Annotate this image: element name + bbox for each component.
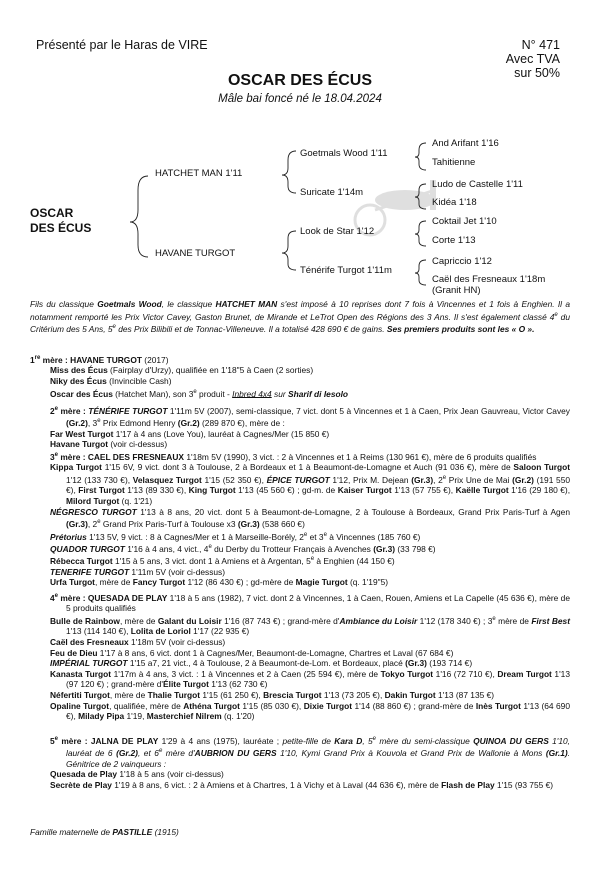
sire-sire: Goetmals Wood 1'11 [300,148,388,159]
gg-2: Tahitienne [432,157,476,168]
fifth-dam-produce [30,769,570,790]
gg-1: And Arifant 1'16 [432,138,499,149]
produce-line: IMPÉRIAL TURGOT 1'15 a7, 21 vict., 4 à Toulouse, 2 à Beaumont-de-Lom. et Bordeaux, placé (Gr.3) (193 714 €) [50,658,473,669]
produce-line: Prétorius 1'13 5V, 9 vict. : 8 à Cagnes/Mer et 1 à Marseille-Borély, 2e et 3e à Vincennes (185 760 €) [50,531,421,542]
gg-5: Coktail Jet 1'10 [432,216,497,227]
produce-line: NÉGRESCO TURGOT 1'13 à 8 ans, 20 vict. dont 5 à Beaumont-de-Lomagne, 2 à Toulouse à Bordeaux, Grand Prix Paris-Turf à Agen (Gr.3), 2e Grand Prix Paris-Turf à Toulouse x3 (Gr.3) (538 660 €) [50,506,570,529]
gg-3: Ludo de Castelle 1'11 [432,179,523,190]
produce-line: Urfa Turgot, mère de Fancy Turgot 1'12 (86 430 €) ; gd-mère de Magie Turgot (q. 1'19"5) [50,577,389,588]
gg-4: Kidéa 1'18 [432,197,477,208]
produce-line: Kippa Turgot 1'15 6V, 9 vict. dont 3 à Toulouse, 2 à Bordeaux et 1 à Beaumont-de-Lomagne et Auch (91 036 €), mère de Saloon Turgot 1'12 (133 730 €), Velasquez Turgot 1'15 (52 350 €), ÉPICE TURGOT 1'12, Prix M. Dejean (Gr.3), 2e Prix Une de Mai (Gr.2) (191 550 €), First Turgot 1'13 (89 330 €), King Turgot 1'13 (45 560 €) ; gd-m. de Kaiser Turgot 1'13 (57 755 €), Kaëlle Turgot 1'16 (29 180 €), Milord Turgot (q. 1'21) [50,462,571,506]
sire-dam: Suricate 1'14m [300,187,364,198]
page-subtitle: Mâle bai foncé né le 18.04.2024 [218,93,382,105]
produce-line: Kanasta Turgot 1'17m à 4 ans, 3 vict. : 1 à Vincennes et 2 à Caen (25 594 €), mère de Tokyo Turgot 1'16 (72 710 €), Dream Turgot 1'13 (97 120 €) ; grand-mère d'Élite Turgot 1'13 (62 730 €) [50,668,570,690]
dam-dam: Ténérife Turgot 1'11m [300,265,392,276]
produce-line: QUADOR TURGOT 1'16 à 4 ans, 4 vict., 4e du Derby du Trotteur Français à Avenches (Gr.3) (33 798 €) [50,543,436,554]
gg-8: Caël des Fresneaux 1'18m [432,274,546,285]
maternal-family-note: Famille maternelle de PASTILLE (1915) [30,827,179,837]
fourth-dam-section: 4e mère : QUESADA DE PLAY 1'18 à 5 ans (1982), 7 vict. dont 2 à Vincennes, 1 à Caen, Rouen, Amiens et La Capelle (45 636 €), mère de 5 produits qualifiés Bulle de Rainbow, mère de Galant du Loisir 1'16 (87 743 €) ; grand-mère d'Ambiance du Loisir 1'12 (178 340 €) ; 3e mère de First Best 1'13 (114 140 €), Lolita de Loriol 1'17 (22 935 €) Caël des Fresneaux 1'18m 5V (voir ci-dessus) Feu de Dieu 1'17 à 8 ans, 6 vict. dont 1 à Cagnes/Mer, Beaumont-de-Lomagne, Chartres et Laval (67 684 €) IMPÉRIAL TURGOT 1'15 a7, 21 vict., 4 à Toulouse, 2 à Beaumont-de-Lom. et Bordeaux, placé (Gr.3) (193 714 €) Kanasta Turgot 1'17m à 4 ans, 3 vict. : 1 à Vincennes et 2 à Caen (25 594 €), mère de Tokyo Turgot 1'16 (72 710 €), Dream Turgot 1'13 (97 120 €) ; grand-mère d'Élite Turgot 1'13 (62 730 €) Néfertiti Turgot, mère de Thalie Turgot 1'15 (61 250 €), Brescia Turgot 1'13 (73 205 €), Dakin Turgot 1'13 (87 135 €) Opaline Turgot, qualifiée, mère de Athéna Turgot 1'15 (85 030 €), Dixie Turgot 1'14 (88 860 €) ; grand-mère de Inès Turgot 1'13 (64 690 €), Milady Pipa 1'19, Masterchief Nilrem (q. 1'20) [30,591,570,722]
tva-note: Avec TVA [505,52,560,66]
sire-description: Fils du classique Goetmals Wood, le classique HATCHET MAN s'est imposé à 10 reprises dont 7 fois à Vincennes et 1 fois à Enghien. Il a notamment remporté les Prix Victor Cavey, Gaston Brunet, de Mirande et LeTrot Open des Régions des 3 Ans. Il s'est également classé 4e du Critérium des 5 Ans, 5e des Prix Bilibili et de Tonnac-Villeneuve. Il a totalisé 428 690 € de gains. Ses premiers produits sont les « O ». [30,299,571,334]
presenter-line: Présenté par le Haras de VIRE [36,38,208,52]
produce-line: Néfertiti Turgot, mère de Thalie Turgot 1'15 (61 250 €), Brescia Turgot 1'13 (73 205 €), Dakin Turgot 1'13 (87 135 €) [50,689,495,700]
horse-name [30,206,91,236]
fifth-dam-section: 5e mère : JALNA DE PLAY 1'29 à 4 ans (1975), lauréate ; petite-fille de Kara D, 5e mère du semi-classique QUINOA DU GERS 1'10, lauréat de 6 (Gr.2), et 6e mère d'AUBRION DU GERS 1'10, Kymi Grand Prix à Kouvola et Grand Prix de Wallonie à Mons (Gr.1). Génitrice de 2 vainqueurs : Quesada de Play 1'18 à 5 ans (voir ci-dessus) Secrète de Play 1'19 à 8 ans, 6 vict. : 2 à Amiens et à Chartres, 1 à Vichy et à Laval (44 636 €), mère de Flash de Play 1'15 (93 755 €) [30,734,570,791]
horse-name-line1: OSCAR [30,206,74,220]
second-dam-section: 2e mère : TÉNÉRIFE TURGOT 1'11m 5V (2007), semi-classique, 7 vict. dont 5 à Vincennes et 1 à Caen, Prix Jean Gauvreau, Victor Cavey (Gr.2), 3e Prix Edmond Henry (Gr.2) (289 870 €), mère de : Far West Turgot 1'17 à 4 ans (Love You), lauréat à Cagnes/Mer (15 850 €) Havane Turgot (voir ci-dessus) [50,405,570,450]
produce-line: TENERIFE TURGOT 1'11m 5V (voir ci-dessus) [50,566,226,577]
produce-line: Quesada de Play 1'18 à 5 ans (voir ci-dessus) [50,769,224,780]
first-dam-section: 1re mère : HAVANE TURGOT (2017) Miss des Écus (Fairplay d'Urzy), qualifiée en 1'18"5 à Caen (2 sorties) Niky des Écus (Invincible Cash) Oscar des Écus (Hatchet Man), son 3e produit - Inbred 4x4 sur Sharif di Iesolo [30,354,349,399]
dam: HAVANE TURGOT [155,248,236,259]
produce-line: Bulle de Rainbow, mère de Galant du Loisir 1'16 (87 743 €) ; grand-mère d'Ambiance du Loisir 1'12 (178 340 €) ; 3e mère de First Best 1'13 (114 140 €), Lolita de Loriol 1'17 (22 935 €) [50,615,571,637]
produce-line: Rébecca Turgot 1'15 à 5 ans, 3 vict. dont 1 à Amiens et à Argentan, 5e à Enghien (44 150 €) [50,556,395,567]
page-title: OSCAR DES ÉCUS [227,72,373,89]
produce-line: Feu de Dieu 1'17 à 8 ans, 6 vict. dont 1 à Cagnes/Mer, Beaumont-de-Lomagne, Chartres et Laval (67 684 €) [50,647,454,658]
horse-name-line2: DES ÉCUS [30,221,92,235]
third-dam-section: 3e mère : CAEL DES FRESNEAUX 1'18m 5V (1990), 3 vict. : 2 à Vincennes et 1 à Reims (130 961 €), mère de 6 produits qualifiés Kippa Turgot 1'15 6V, 9 vict. dont 3 à Toulouse, 2 à Bordeaux et 1 à Beaumont-de-Lomagne et Auch (91 036 €), mère de Saloon Turgot 1'12 (133 730 €), Velasquez Turgot 1'15 (52 350 €), ÉPICE TURGOT 1'12, Prix M. Dejean (Gr.3), 2e Prix Une de Mai (Gr.2) (191 550 €), First Turgot 1'13 (89 330 €), King Turgot 1'13 (45 560 €) ; gd-m. de Kaiser Turgot 1'13 (57 755 €), Kaëlle Turgot 1'16 (29 180 €), Milord Turgot (q. 1'21) NÉGRESCO TURGOT 1'13 à 8 ans, 20 vict. dont 5 à Beaumont-de-Lomagne, 2 à Toulouse à Bordeaux, Grand Prix Paris-Turf à Agen (Gr.3), 2e Grand Prix Paris-Turf à Toulouse x3 (Gr.3) (538 660 €) Prétorius 1'13 5V, 9 vict. : 8 à Cagnes/Mer et 1 à Marseille-Borély, 2e et 3e à Vincennes (185 760 €) QUADOR TURGOT 1'16 à 4 ans, 4 vict., 4e du Derby du Trotteur Français à Avenches (Gr.3) (33 798 €) Rébecca Turgot 1'15 à 5 ans, 3 vict. dont 1 à Amiens et à Argentan, 5e à Enghien (44 150 €) TENERIFE TURGOT 1'11m 5V (voir ci-dessus) Urfa Turgot, mère de Fancy Turgot 1'12 (86 430 €) ; gd-mère de Magie Turgot (q. 1'19"5) [30,450,570,588]
reserve-note: sur 50% [514,66,560,80]
lot-number: N° 471 [521,38,560,52]
fourth-dam-produce [30,614,570,722]
sire: HATCHET MAN 1'11 [155,168,243,179]
gg-9: (Granit HN) [432,285,481,296]
produce-line: Opaline Turgot, qualifiée, mère de Athéna Turgot 1'15 (85 030 €), Dixie Turgot 1'14 (88 860 €) ; grand-mère de Inès Turgot 1'13 (64 690 €), Milady Pipa 1'19, Masterchief Nilrem (q. 1'20) [50,700,570,722]
produce-line: Secrète de Play 1'19 à 8 ans, 6 vict. : 2 à Amiens et à Chartres, 1 à Vichy et à Laval (44 636 €), mère de Flash de Play 1'15 (93 755 €) [50,779,554,790]
dam-sire: Look de Star 1'12 [300,226,375,237]
produce-line: Caël des Fresneaux 1'18m 5V (voir ci-dessus) [50,636,226,647]
gg-7: Capriccio 1'12 [432,256,492,267]
gg-6: Corte 1'13 [432,235,476,246]
third-dam-produce [30,462,570,588]
